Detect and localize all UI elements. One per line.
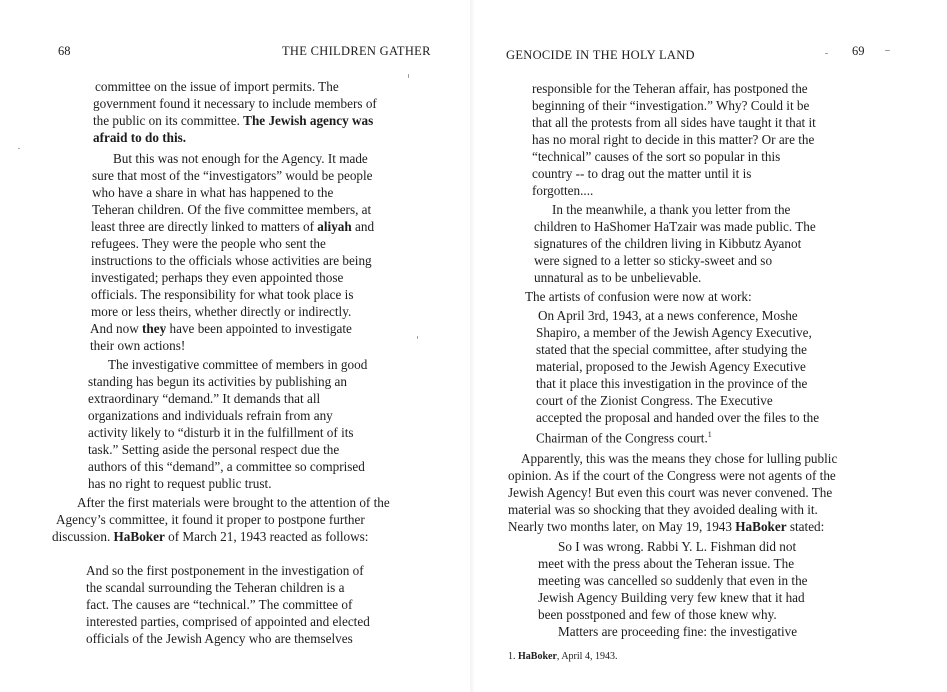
text-line: investigated; perhaps they even appointed those <box>91 270 344 285</box>
text-line: instructions to the officials whose activities are being <box>91 253 372 268</box>
text-line: interested parties, comprised of appointed and elected <box>86 614 370 629</box>
text-line: material, proposed to the Jewish Agency Executive <box>536 359 806 374</box>
text-line: committee on the issue of import permits. The <box>95 79 339 94</box>
text-line: been posstponed and few of those knew why. <box>538 607 777 622</box>
text-line: forgotten.... <box>532 183 594 198</box>
text-line: material was so shocking that they avoided dealing with it. <box>508 502 818 517</box>
right-page <box>474 0 947 692</box>
text-line: The artists of confusion were now at work: <box>525 289 752 304</box>
text-line: The investigative committee of members in good <box>108 357 368 372</box>
text-line: After the first materials were brought to the attention of the <box>77 495 390 510</box>
text-line: signatures of the children living in Kibbutz Ayanot <box>534 236 802 251</box>
text-line: country -- to drag out the matter until it is <box>532 166 752 181</box>
text-line: authors of this “demand”, a committee so comprised <box>88 459 365 474</box>
scan-speck <box>417 336 418 339</box>
running-head: THE CHILDREN GATHER <box>282 44 431 58</box>
text-line: And so the first postponement in the investigation of <box>86 563 364 578</box>
text-line: officials of the Jewish Agency who are themselves <box>86 631 353 646</box>
text-line: accepted the proposal and handed over the files to the <box>536 410 820 425</box>
text-line: afraid to do this. <box>93 130 187 145</box>
text-line: who have a share in what has happened to the <box>92 185 334 200</box>
text-line: discussion. HaBoker of March 21, 1943 reacted as follows: <box>52 529 369 544</box>
scan-speck <box>408 74 409 78</box>
text-line: meeting was cancelled so suddenly that even in the <box>538 573 808 588</box>
text-line: standing has begun its activities by publishing an <box>88 374 347 389</box>
text-line: more or less theirs, whether directly or indirectly. <box>91 304 352 319</box>
text-line: refugees. They were the people who sent the <box>91 236 326 251</box>
text-line: government found it necessary to include members of <box>93 96 377 111</box>
text-line: unnatural as to be unbelievable. <box>534 270 702 285</box>
text-line: the public on its committee. The Jewish agency was <box>93 113 374 128</box>
text-line: their own actions! <box>90 338 186 353</box>
text-line: On April 3rd, 1943, at a news conference, Moshe <box>538 308 798 323</box>
scan-speck <box>885 50 890 51</box>
text-line: has no right to request public trust. <box>88 476 272 491</box>
text-line: responsible for the Teheran affair, has postponed the <box>532 81 808 96</box>
scan-speck <box>18 148 20 149</box>
text-line: fact. The causes are “technical.” The committee of <box>86 597 353 612</box>
text-line: Jewish Agency Building very few knew that it had <box>538 590 805 605</box>
text-line: Matters are proceeding fine: the investigative <box>558 624 798 639</box>
text-line: task.” Setting aside the personal respect due the <box>88 442 340 457</box>
text-line: opinion. As if the court of the Congress were not agents of the <box>508 468 836 483</box>
text-line: Apparently, this was the means they chose for lulling public <box>521 451 838 466</box>
text-line: Teheran children. Of the five committee members, at <box>92 202 372 217</box>
text-line: court of the Zionist Congress. The Executive <box>536 393 773 408</box>
text-line: that it place this investigation in the province of the <box>536 376 808 391</box>
text-line: the scandal surrounding the Teheran children is a <box>86 580 345 595</box>
text-line: And now they have been appointed to investigate <box>90 321 352 336</box>
left-page <box>0 0 470 692</box>
text-line: In the meanwhile, a thank you letter from the <box>552 202 791 217</box>
text-line: children to HaShomer HaTzair was made public. The <box>534 219 816 234</box>
text-line: has no moral right to decide in this matter? Or are the <box>532 132 815 147</box>
text-line: stated that the special committee, after studying the <box>536 342 807 357</box>
footnote: 1. HaBoker, April 4, 1943. <box>508 651 618 662</box>
text-line: Nearly two months later, on May 19, 1943 HaBoker stated: <box>508 519 825 534</box>
text-line: meet with the press about the Teheran issue. The <box>538 556 795 571</box>
text-line: Jewish Agency! But even this court was never convened. The <box>508 485 833 500</box>
footnote-marker: 1 <box>707 430 712 439</box>
text-line: Agency’s committee, it found it proper to postpone further <box>56 512 365 527</box>
page-number: 68 <box>58 44 71 58</box>
text-line: extraordinary “demand.” It demands that all <box>88 391 321 406</box>
running-head: GENOCIDE IN THE HOLY LAND <box>506 48 695 62</box>
text-line: Chairman of the Congress court.$^1$ <box>536 430 712 446</box>
text-line: “technical” causes of the sort so popular in this <box>532 149 781 164</box>
text-line: activity likely to “disturb it in the fulfillment of its <box>88 425 354 440</box>
scan-speck <box>825 53 828 54</box>
page-number: 69 <box>852 44 865 58</box>
text-line: beginning of their “investigation.” Why? Could it be <box>532 98 810 113</box>
text-line: that all the protests from all sides have taught it that it <box>532 115 816 130</box>
text-line: least three are directly linked to matters of aliyah and <box>91 219 375 234</box>
text-line: sure that most of the “investigators” would be people <box>92 168 373 183</box>
text-line: officials. The responsibility for what took place is <box>91 287 354 302</box>
text-line: But this was not enough for the Agency. It made <box>113 151 368 166</box>
text-line: organizations and individuals refrain from any <box>88 408 333 423</box>
text-line: Shapiro, a member of the Jewish Agency Executive, <box>536 325 812 340</box>
text-line: So I was wrong. Rabbi Y. L. Fishman did not <box>558 539 797 554</box>
text-line: were signed to a letter so sticky-sweet and so <box>534 253 773 268</box>
